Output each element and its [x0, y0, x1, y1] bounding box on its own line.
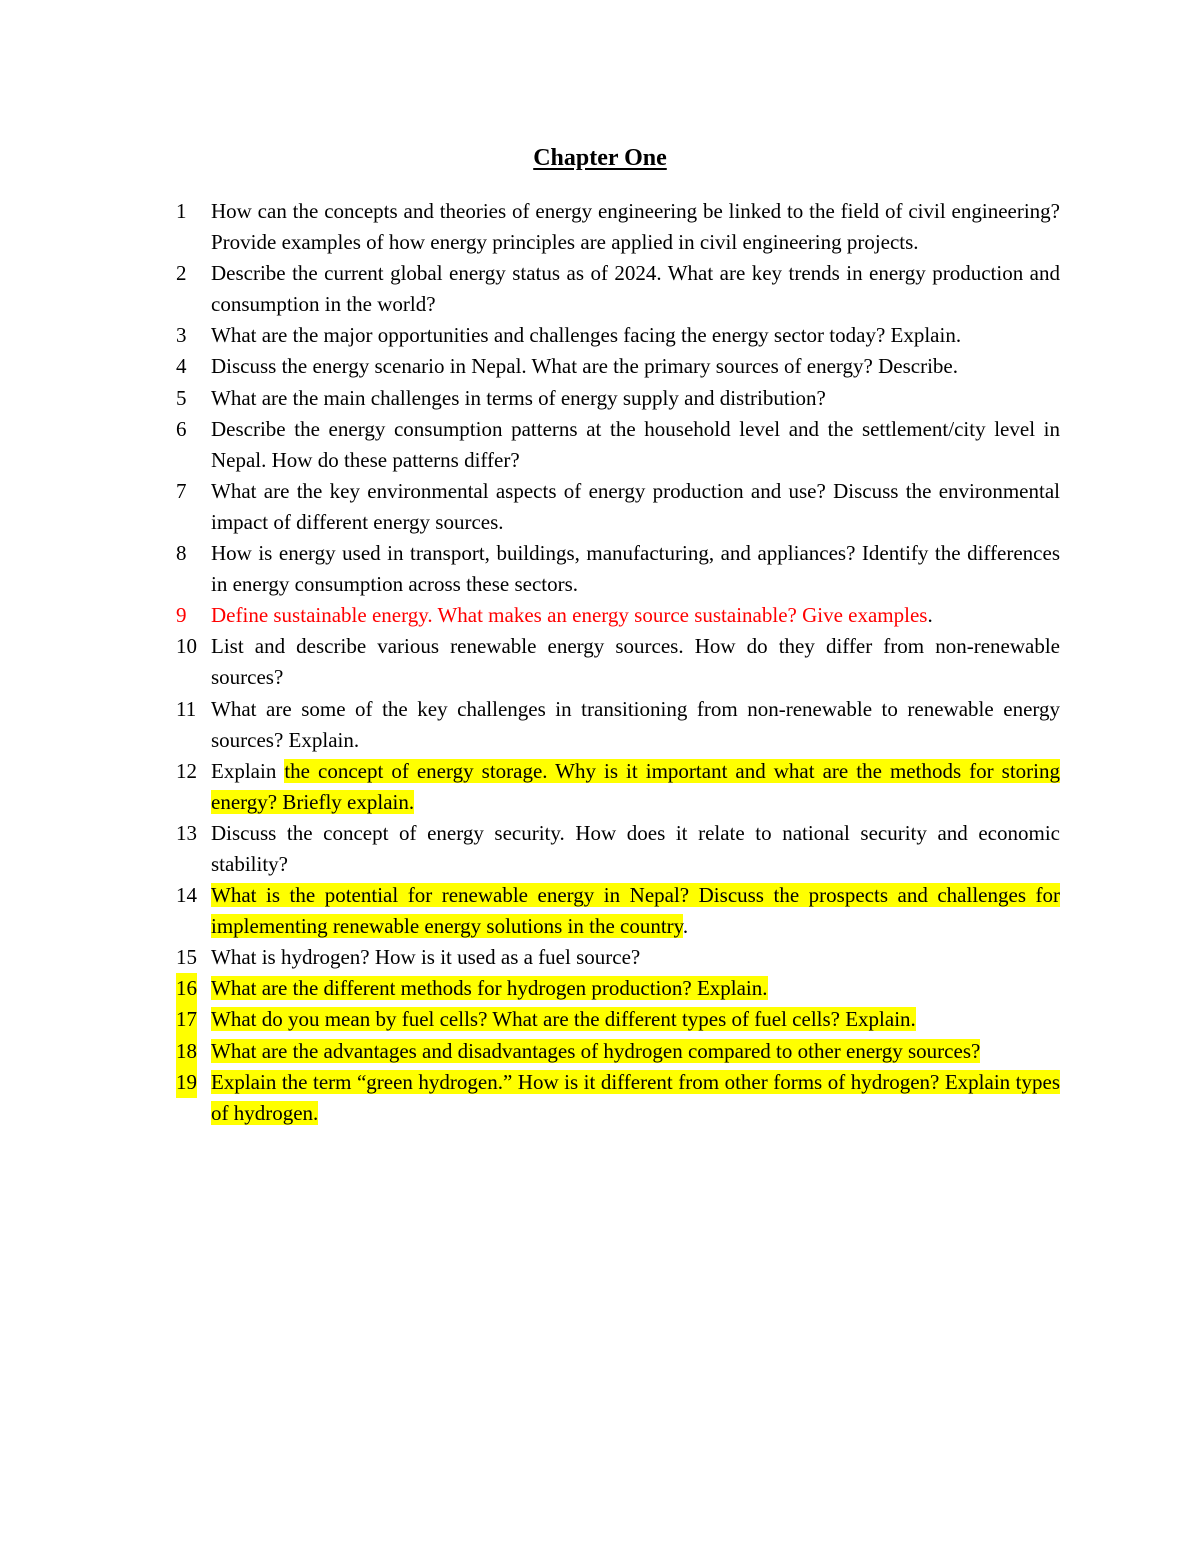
question-text: What is hydrogen? How is it used as a fuel source?	[211, 945, 641, 970]
question-item-highlighted	[172, 756, 1060, 818]
question-item-red	[172, 600, 1060, 631]
question-number: 19	[176, 1067, 197, 1098]
question-number: 6	[176, 416, 187, 441]
question-item	[172, 320, 1060, 351]
highlighted-text: Explain the term “green hydrogen.” How is it different from other forms of hydrogen? Explain types of hydrogen.	[211, 1069, 1060, 1125]
question-item	[172, 196, 1060, 258]
question-number: 5	[176, 385, 187, 410]
highlighted-text: What are the advantages and disadvantages of hydrogen compared to other energy sources?	[211, 1038, 981, 1063]
question-text: List and describe various renewable energy sources. How do they differ from non-renewable sources?	[211, 634, 1060, 690]
question-text: How is energy used in transport, buildings, manufacturing, and appliances? Identify the differences in energy consumption across these sectors.	[211, 541, 1060, 597]
question-number: 14	[176, 883, 197, 908]
question-item	[172, 351, 1060, 382]
question-item	[172, 476, 1060, 538]
question-number: 17	[176, 1004, 197, 1035]
question-text: What are some of the key challenges in transitioning from non-renewable to renewable energy sources? Explain.	[211, 696, 1060, 752]
question-text: Discuss the concept of energy security. How does it relate to national security and economic stability?	[211, 820, 1060, 876]
highlighted-text: What do you mean by fuel cells? What are the different types of fuel cells? Explain.	[211, 1007, 916, 1032]
question-list	[172, 196, 1060, 1129]
question-number: 18	[176, 1036, 197, 1067]
page-title: Chapter One	[533, 145, 667, 171]
question-item-highlighted	[172, 1036, 1060, 1067]
question-text: Describe the energy consumption patterns at the household level and the settlement/city level in Nepal. How do these patterns differ?	[211, 416, 1060, 472]
question-number: 10	[176, 634, 197, 659]
question-text: What are the main challenges in terms of energy supply and distribution?	[211, 385, 826, 410]
question-item-highlighted	[172, 1004, 1060, 1035]
question-text: Describe the current global energy status as of 2024. What are key trends in energy production and consumption in the world?	[211, 261, 1060, 317]
question-number: 13	[176, 820, 197, 845]
question-number: 3	[176, 323, 187, 348]
question-item-highlighted	[172, 880, 1060, 942]
question-item	[172, 631, 1060, 693]
highlighted-text: the concept of energy storage. Why is it important and what are the methods for storing energy? Briefly explain.	[211, 758, 1060, 814]
question-text: .	[682, 914, 689, 939]
question-number: 4	[176, 354, 187, 379]
question-number: 7	[176, 478, 187, 503]
question-number: 2	[176, 261, 187, 286]
question-number: 15	[176, 945, 197, 970]
question-item-highlighted	[172, 973, 1060, 1004]
question-text-red: Define sustainable energy. What makes an energy source sustainable? Give examples	[211, 603, 928, 628]
question-item	[172, 818, 1060, 880]
question-item-highlighted	[172, 1067, 1060, 1129]
question-number: 1	[176, 199, 187, 223]
question-number: 8	[176, 541, 187, 566]
question-text: Explain	[211, 758, 285, 783]
question-item	[172, 942, 1060, 973]
question-text: What are the major opportunities and challenges facing the energy sector today? Explain.	[211, 323, 962, 348]
question-number: 16	[176, 973, 197, 1004]
question-text: What are the key environmental aspects of energy production and use? Discuss the environmental impact of different energy sources.	[211, 478, 1060, 534]
question-number: 12	[176, 758, 197, 783]
question-text: How can the concepts and theories of energy engineering be linked to the field of civil engineering? Provide examples of how energy principles are applied in civil engineering projects.	[211, 199, 1060, 255]
question-item	[172, 694, 1060, 756]
question-text: .	[927, 603, 933, 628]
question-number: 9	[176, 603, 187, 628]
highlighted-text: What is the potential for renewable energy in Nepal? Discuss the prospects and challenges for implementing renewable energy solutions in the country	[211, 883, 1060, 939]
question-item	[172, 383, 1060, 414]
question-number: 11	[176, 696, 197, 721]
question-text: Discuss the energy scenario in Nepal. What are the primary sources of energy? Describe.	[211, 354, 958, 379]
question-item	[172, 258, 1060, 320]
question-item	[172, 538, 1060, 600]
question-item	[172, 414, 1060, 476]
highlighted-text: What are the different methods for hydrogen production? Explain.	[211, 976, 768, 1001]
